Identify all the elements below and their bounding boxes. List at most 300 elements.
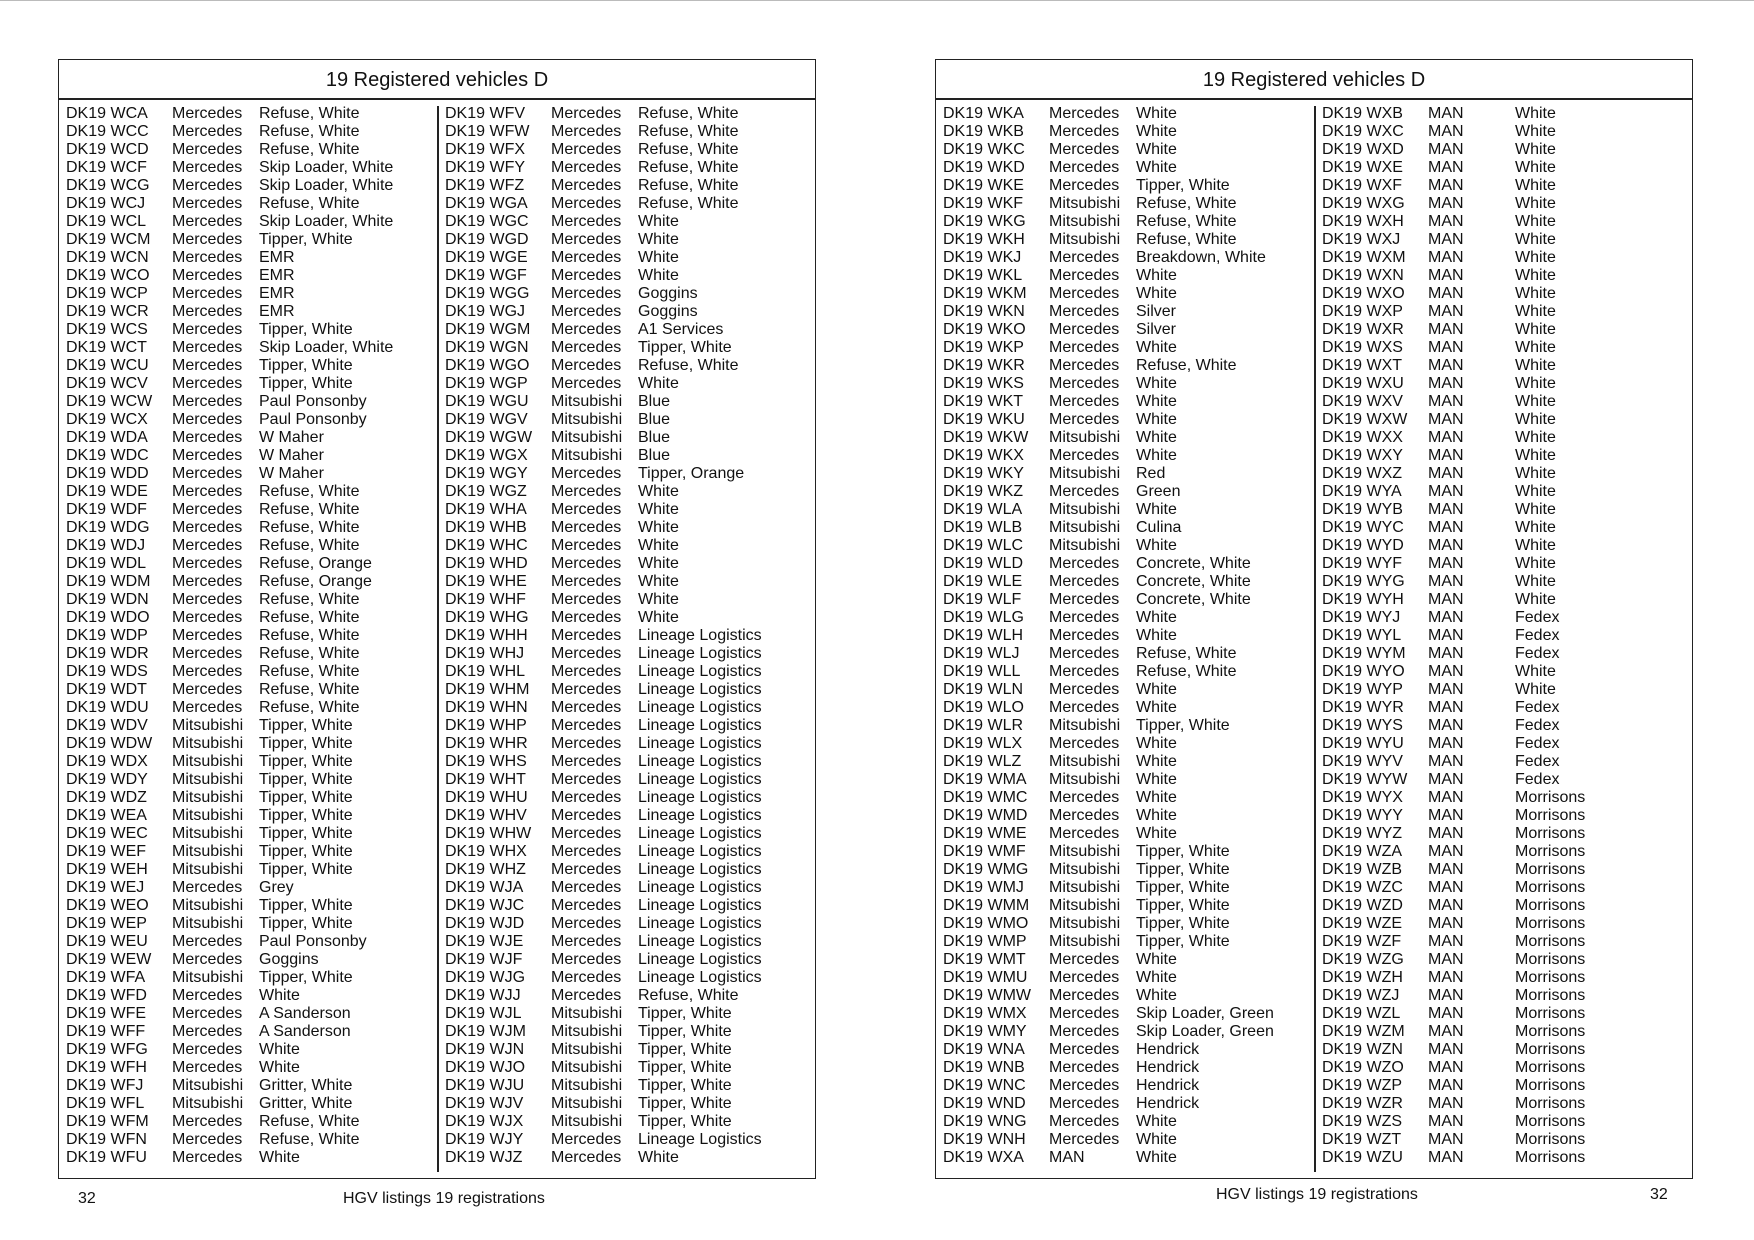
registration-cell: DK19 WME	[943, 825, 1027, 842]
registration-cell: DK19 WCP	[66, 285, 148, 302]
registration-cell: DK19 WLN	[943, 681, 1024, 698]
description-cell: White	[1136, 339, 1177, 356]
make-cell: Mitsubishi	[1049, 537, 1121, 554]
registration-cell: DK19 WDD	[66, 465, 149, 482]
description-cell: Skip Loader, White	[259, 213, 394, 230]
registration-cell: DK19 WDX	[66, 753, 148, 770]
description-cell: Tipper, White	[259, 321, 353, 338]
description-cell: Lineage Logistics	[638, 735, 762, 752]
registration-cell: DK19 WHT	[445, 771, 526, 788]
make-cell: Mercedes	[1049, 375, 1120, 392]
make-cell: Mercedes	[172, 339, 243, 356]
registration-cell: DK19 WJX	[445, 1113, 524, 1130]
registration-cell: DK19 WZU	[1322, 1149, 1403, 1166]
description-cell: Gritter, White	[259, 1095, 353, 1112]
description-cell: Lineage Logistics	[638, 951, 762, 968]
description-cell: Tipper, White	[259, 789, 353, 806]
make-cell: Mitsubishi	[1049, 195, 1121, 212]
make-cell: MAN	[1428, 915, 1464, 932]
registration-cell: DK19 WMA	[943, 771, 1027, 788]
description-cell: White	[1136, 789, 1177, 806]
make-cell: MAN	[1428, 177, 1464, 194]
registration-cell: DK19 WFU	[66, 1149, 147, 1166]
description-cell: Lineage Logistics	[638, 861, 762, 878]
description-cell: Skip Loader, White	[259, 159, 394, 176]
description-cell: White	[638, 231, 679, 248]
registration-cell: DK19 WLX	[943, 735, 1023, 752]
make-cell: Mercedes	[1049, 357, 1120, 374]
description-cell: Refuse, White	[259, 681, 360, 698]
registration-cell: DK19 WDS	[66, 663, 148, 680]
make-cell: Mercedes	[1049, 393, 1120, 410]
description-cell: Tipper, White	[638, 1095, 732, 1112]
registration-cell: DK19 WKY	[943, 465, 1024, 482]
registration-cell: DK19 WCG	[66, 177, 150, 194]
description-cell: W Maher	[259, 429, 324, 446]
make-cell: Mercedes	[551, 285, 622, 302]
description-cell: White	[638, 249, 679, 266]
description-cell: Refuse, White	[259, 195, 360, 212]
registration-cell: DK19 WHL	[445, 663, 526, 680]
column-divider	[1314, 106, 1316, 1172]
registration-cell: DK19 WZM	[1322, 1023, 1405, 1040]
make-cell: MAN	[1428, 339, 1464, 356]
registration-cell: DK19 WHZ	[445, 861, 526, 878]
description-cell: White	[638, 537, 679, 554]
description-cell: White	[638, 1149, 679, 1166]
registration-cell: DK19 WYM	[1322, 645, 1406, 662]
description-cell: White	[638, 213, 679, 230]
description-cell: White	[1136, 429, 1177, 446]
registration-cell: DK19 WGW	[445, 429, 533, 446]
registration-cell: DK19 WND	[943, 1095, 1026, 1112]
description-cell: White	[1136, 375, 1177, 392]
make-cell: Mercedes	[551, 969, 622, 986]
description-cell: Morrisons	[1515, 789, 1586, 806]
description-cell: Skip Loader, White	[259, 177, 394, 194]
make-cell: Mercedes	[172, 951, 243, 968]
registration-cell: DK19 WGP	[445, 375, 528, 392]
description-cell: Refuse, White	[638, 105, 739, 122]
make-cell: Mercedes	[551, 843, 622, 860]
description-cell: White	[259, 1149, 300, 1166]
make-cell: Mitsubishi	[172, 771, 244, 788]
make-cell: Mercedes	[172, 663, 243, 680]
registration-cell: DK19 WDT	[66, 681, 147, 698]
make-cell: MAN	[1049, 1149, 1085, 1166]
make-cell: Mercedes	[551, 753, 622, 770]
make-cell: MAN	[1428, 609, 1464, 626]
description-cell: Goggins	[638, 303, 698, 320]
registration-cell: DK19 WJG	[445, 969, 526, 986]
description-cell: White	[1136, 123, 1177, 140]
make-cell: Mercedes	[1049, 249, 1120, 266]
registration-cell: DK19 WJU	[445, 1077, 525, 1094]
description-cell: Refuse, White	[638, 195, 739, 212]
description-cell: White	[1515, 429, 1556, 446]
make-cell: Mercedes	[172, 1059, 243, 1076]
registration-cell: DK19 WEC	[66, 825, 148, 842]
make-cell: Mercedes	[1049, 1059, 1120, 1076]
make-cell: MAN	[1428, 771, 1464, 788]
registration-cell: DK19 WGO	[445, 357, 530, 374]
description-cell: White	[1515, 249, 1556, 266]
description-cell: Morrisons	[1515, 933, 1586, 950]
make-cell: MAN	[1428, 465, 1464, 482]
description-cell: Concrete, White	[1136, 573, 1251, 590]
make-cell: Mercedes	[551, 789, 622, 806]
make-cell: Mitsubishi	[172, 789, 244, 806]
make-cell: MAN	[1428, 141, 1464, 158]
registration-cell: DK19 WEH	[66, 861, 148, 878]
description-cell: Blue	[638, 411, 671, 428]
registration-cell: DK19 WDE	[66, 483, 148, 500]
make-cell: Mercedes	[172, 879, 243, 896]
registration-cell: DK19 WLR	[943, 717, 1024, 734]
make-cell: MAN	[1428, 699, 1464, 716]
registration-cell: DK19 WGA	[445, 195, 528, 212]
description-cell: Skip Loader, Green	[1136, 1023, 1274, 1040]
description-cell: White	[1136, 1113, 1177, 1130]
registration-cell: DK19 WDV	[66, 717, 148, 734]
description-cell: White	[638, 375, 679, 392]
make-cell: Mercedes	[172, 105, 243, 122]
make-cell: Mercedes	[551, 861, 622, 878]
registration-cell: DK19 WDF	[66, 501, 147, 518]
registration-cell: DK19 WGX	[445, 447, 528, 464]
registration-cell: DK19 WDC	[66, 447, 149, 464]
make-cell: Mercedes	[1049, 303, 1120, 320]
description-cell: Lineage Logistics	[638, 969, 762, 986]
description-cell: Gritter, White	[259, 1077, 353, 1094]
registration-cell: DK19 WYO	[1322, 663, 1405, 680]
make-cell: Mercedes	[551, 501, 622, 518]
description-cell: White	[638, 483, 679, 500]
registration-cell: DK19 WNG	[943, 1113, 1027, 1130]
description-cell: White	[1515, 447, 1556, 464]
description-cell: Tipper, White	[259, 807, 353, 824]
description-cell: White	[1136, 825, 1177, 842]
make-cell: MAN	[1428, 357, 1464, 374]
make-cell: Mercedes	[551, 627, 622, 644]
description-cell: Tipper, White	[638, 1005, 732, 1022]
make-cell: Mercedes	[172, 303, 243, 320]
registration-cell: DK19 WJF	[445, 951, 523, 968]
description-cell: White	[1136, 393, 1177, 410]
registration-cell: DK19 WJJ	[445, 987, 521, 1004]
description-cell: White	[1136, 141, 1177, 158]
registration-cell: DK19 WXV	[1322, 393, 1403, 410]
registration-cell: DK19 WXC	[1322, 123, 1404, 140]
make-cell: Mercedes	[551, 105, 622, 122]
description-cell: Lineage Logistics	[638, 681, 762, 698]
description-cell: Concrete, White	[1136, 555, 1251, 572]
description-cell: White	[638, 267, 679, 284]
registration-cell: DK19 WYF	[1322, 555, 1403, 572]
make-cell: Mercedes	[172, 141, 243, 158]
make-cell: Mercedes	[1049, 699, 1120, 716]
make-cell: Mercedes	[1049, 105, 1120, 122]
description-cell: Lineage Logistics	[638, 699, 762, 716]
make-cell: Mercedes	[551, 213, 622, 230]
registration-cell: DK19 WCJ	[66, 195, 146, 212]
description-cell: White	[638, 555, 679, 572]
registration-cell: DK19 WXF	[1322, 177, 1403, 194]
make-cell: MAN	[1428, 303, 1464, 320]
make-cell: Mercedes	[1049, 267, 1120, 284]
registration-cell: DK19 WFE	[66, 1005, 147, 1022]
registration-cell: DK19 WHS	[445, 753, 527, 770]
description-cell: Morrisons	[1515, 1023, 1586, 1040]
make-cell: MAN	[1428, 1041, 1464, 1058]
description-cell: White	[1515, 573, 1556, 590]
registration-cell: DK19 WCO	[66, 267, 150, 284]
description-cell: A Sanderson	[259, 1005, 351, 1022]
description-cell: White	[1515, 105, 1556, 122]
make-cell: Mercedes	[551, 987, 622, 1004]
make-cell: Mercedes	[551, 483, 622, 500]
make-cell: Mercedes	[551, 321, 622, 338]
make-cell: MAN	[1428, 411, 1464, 428]
description-cell: Refuse, White	[1136, 231, 1237, 248]
description-cell: Fedex	[1515, 627, 1560, 644]
registration-cell: DK19 WZG	[1322, 951, 1404, 968]
description-cell: Lineage Logistics	[638, 753, 762, 770]
left-footer-caption: HGV listings 19 registrations	[343, 1190, 545, 1207]
make-cell: Mitsubishi	[1049, 213, 1121, 230]
right-footer-caption: HGV listings 19 registrations	[1216, 1186, 1418, 1203]
registration-cell: DK19 WJZ	[445, 1149, 523, 1166]
registration-cell: DK19 WNA	[943, 1041, 1025, 1058]
registration-cell: DK19 WHV	[445, 807, 527, 824]
make-cell: Mitsubishi	[1049, 717, 1121, 734]
registration-cell: DK19 WHU	[445, 789, 528, 806]
description-cell: Lineage Logistics	[638, 627, 762, 644]
registration-cell: DK19 WJD	[445, 915, 525, 932]
registration-cell: DK19 WDZ	[66, 789, 147, 806]
registration-cell: DK19 WYW	[1322, 771, 1408, 788]
registration-cell: DK19 WLB	[943, 519, 1023, 536]
registration-cell: DK19 WJL	[445, 1005, 522, 1022]
registration-cell: DK19 WKR	[943, 357, 1025, 374]
make-cell: Mitsubishi	[172, 915, 244, 932]
make-cell: MAN	[1428, 789, 1464, 806]
registration-cell: DK19 WXE	[1322, 159, 1403, 176]
description-cell: White	[1136, 951, 1177, 968]
registration-cell: DK19 WLO	[943, 699, 1024, 716]
registration-cell: DK19 WJC	[445, 897, 525, 914]
description-cell: Tipper, White	[259, 375, 353, 392]
registration-cell: DK19 WHD	[445, 555, 528, 572]
make-cell: Mitsubishi	[1049, 915, 1121, 932]
make-cell: Mercedes	[551, 681, 622, 698]
make-cell: Mitsubishi	[1049, 519, 1121, 536]
registration-cell: DK19 WCD	[66, 141, 149, 158]
make-cell: Mercedes	[172, 159, 243, 176]
description-cell: White	[1515, 285, 1556, 302]
make-cell: Mercedes	[1049, 177, 1120, 194]
description-cell: White	[1136, 681, 1177, 698]
make-cell: Mitsubishi	[1049, 501, 1121, 518]
registration-cell: DK19 WXA	[943, 1149, 1024, 1166]
make-cell: Mercedes	[172, 987, 243, 1004]
description-cell: White	[1515, 321, 1556, 338]
description-cell: White	[1515, 555, 1556, 572]
description-cell: Morrisons	[1515, 1005, 1586, 1022]
description-cell: Tipper, White	[638, 1113, 732, 1130]
make-cell: Mitsubishi	[1049, 231, 1121, 248]
description-cell: White	[1136, 735, 1177, 752]
description-cell: Refuse, White	[259, 105, 360, 122]
make-cell: Mercedes	[1049, 285, 1120, 302]
registration-cell: DK19 WHF	[445, 591, 526, 608]
description-cell: White	[638, 519, 679, 536]
make-cell: Mercedes	[551, 699, 622, 716]
registration-cell: DK19 WXY	[1322, 447, 1403, 464]
description-cell: EMR	[259, 249, 295, 266]
make-cell: Mercedes	[172, 375, 243, 392]
description-cell: Refuse, White	[259, 663, 360, 680]
make-cell: MAN	[1428, 483, 1464, 500]
description-cell: Tipper, White	[259, 897, 353, 914]
make-cell: Mitsubishi	[1049, 879, 1121, 896]
registration-cell: DK19 WCV	[66, 375, 148, 392]
registration-cell: DK19 WGD	[445, 231, 529, 248]
make-cell: Mercedes	[551, 357, 622, 374]
description-cell: Morrisons	[1515, 825, 1586, 842]
description-cell: Morrisons	[1515, 1041, 1586, 1058]
description-cell: Lineage Logistics	[638, 843, 762, 860]
make-cell: Mercedes	[172, 195, 243, 212]
make-cell: Mercedes	[551, 933, 622, 950]
description-cell: White	[1136, 285, 1177, 302]
registration-cell: DK19 WKH	[943, 231, 1025, 248]
registration-cell: DK19 WYA	[1322, 483, 1402, 500]
description-cell: Fedex	[1515, 771, 1560, 788]
make-cell: Mercedes	[1049, 951, 1120, 968]
registration-cell: DK19 WFF	[66, 1023, 146, 1040]
description-cell: Refuse, White	[638, 177, 739, 194]
registration-cell: DK19 WMO	[943, 915, 1029, 932]
description-cell: Refuse, White	[259, 699, 360, 716]
registration-cell: DK19 WJN	[445, 1041, 525, 1058]
make-cell: Mitsubishi	[1049, 465, 1121, 482]
description-cell: White	[1136, 1131, 1177, 1148]
make-cell: MAN	[1428, 627, 1464, 644]
description-cell: Refuse, White	[638, 141, 739, 158]
registration-cell: DK19 WFH	[66, 1059, 147, 1076]
registration-cell: DK19 WDG	[66, 519, 150, 536]
registration-cell: DK19 WLA	[943, 501, 1023, 518]
description-cell: Morrisons	[1515, 861, 1586, 878]
make-cell: Mercedes	[551, 123, 622, 140]
make-cell: Mercedes	[1049, 159, 1120, 176]
registration-cell: DK19 WCR	[66, 303, 149, 320]
registration-cell: DK19 WXR	[1322, 321, 1404, 338]
make-cell: Mercedes	[1049, 339, 1120, 356]
registration-cell: DK19 WYG	[1322, 573, 1405, 590]
description-cell: Tipper, White	[638, 1059, 732, 1076]
description-cell: White	[1515, 681, 1556, 698]
description-cell: Refuse, White	[638, 357, 739, 374]
registration-cell: DK19 WGV	[445, 411, 528, 428]
make-cell: Mitsubishi	[172, 735, 244, 752]
left-page-table	[58, 59, 816, 1179]
registration-cell: DK19 WZL	[1322, 1005, 1401, 1022]
description-cell: Tipper, White	[638, 1077, 732, 1094]
make-cell: Mercedes	[551, 897, 622, 914]
description-cell: Tipper, White	[259, 861, 353, 878]
make-cell: Mercedes	[1049, 645, 1120, 662]
description-cell: Lineage Logistics	[638, 807, 762, 824]
description-cell: Tipper, Orange	[638, 465, 745, 482]
make-cell: Mitsubishi	[1049, 861, 1121, 878]
registration-cell: DK19 WYY	[1322, 807, 1403, 824]
description-cell: Tipper, White	[638, 1041, 732, 1058]
registration-cell: DK19 WYJ	[1322, 609, 1401, 626]
make-cell: Mercedes	[1049, 627, 1120, 644]
description-cell: White	[638, 609, 679, 626]
make-cell: Mitsubishi	[551, 1023, 623, 1040]
make-cell: Mercedes	[172, 465, 243, 482]
registration-cell: DK19 WGU	[445, 393, 529, 410]
description-cell: Tipper, White	[1136, 879, 1230, 896]
make-cell: Mercedes	[172, 573, 243, 590]
description-cell: Tipper, White	[259, 843, 353, 860]
description-cell: Blue	[638, 393, 671, 410]
make-cell: MAN	[1428, 717, 1464, 734]
make-cell: Mitsubishi	[551, 1095, 623, 1112]
make-cell: Mercedes	[1049, 591, 1120, 608]
description-cell: Refuse, White	[259, 141, 360, 158]
table-title: 19 Registered vehicles D	[59, 60, 815, 100]
registration-cell: DK19 WHX	[445, 843, 527, 860]
description-cell: Lineage Logistics	[638, 897, 762, 914]
registration-cell: DK19 WKB	[943, 123, 1024, 140]
make-cell: Mitsubishi	[172, 861, 244, 878]
registration-cell: DK19 WXB	[1322, 105, 1403, 122]
registration-cell: DK19 WFL	[66, 1095, 145, 1112]
description-cell: Concrete, White	[1136, 591, 1251, 608]
description-cell: Lineage Logistics	[638, 645, 762, 662]
registration-cell: DK19 WDM	[66, 573, 151, 590]
make-cell: Mercedes	[1049, 447, 1120, 464]
registration-cell: DK19 WMX	[943, 1005, 1027, 1022]
registration-cell: DK19 WXP	[1322, 303, 1403, 320]
registration-cell: DK19 WCN	[66, 249, 149, 266]
make-cell: Mercedes	[172, 1113, 243, 1130]
registration-cell: DK19 WFY	[445, 159, 526, 176]
registration-cell: DK19 WYC	[1322, 519, 1404, 536]
make-cell: MAN	[1428, 501, 1464, 518]
registration-cell: DK19 WXG	[1322, 195, 1405, 212]
make-cell: Mercedes	[172, 321, 243, 338]
registration-cell: DK19 WDU	[66, 699, 149, 716]
make-cell: MAN	[1428, 285, 1464, 302]
registration-cell: DK19 WCA	[66, 105, 148, 122]
make-cell: Mercedes	[551, 771, 622, 788]
make-cell: Mitsubishi	[551, 429, 623, 446]
registration-cell: DK19 WEJ	[66, 879, 145, 896]
description-cell: White	[1515, 483, 1556, 500]
description-cell: Tipper, White	[1136, 843, 1230, 860]
make-cell: Mercedes	[1049, 555, 1120, 572]
make-cell: Mercedes	[551, 1131, 622, 1148]
make-cell: Mercedes	[172, 411, 243, 428]
make-cell: Mitsubishi	[1049, 843, 1121, 860]
registration-cell: DK19 WLH	[943, 627, 1024, 644]
make-cell: Mercedes	[172, 249, 243, 266]
